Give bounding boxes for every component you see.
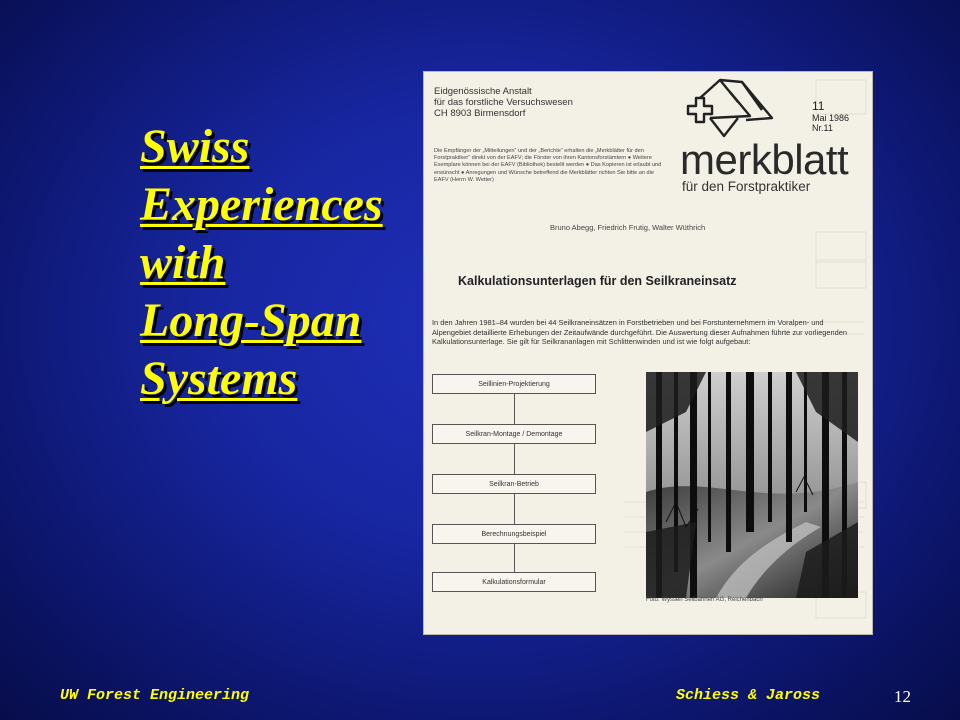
intro-paragraph: In den Jahren 1981–84 wurden bei 44 Seilkraneinsätzen in Forstbetrieben und bei Forstunternehmern im Voralpen- und Alpengebiet detaillierte Erhebungen der Zeitaufwände durchgeführt. Die Auswertung dieser Aufnahmen führte zur vorliegenden Kalkulationsunterlage. Sie gilt für Seilkrananlagen mit Schlittenwinden und ist wie folgt aufgebaut: <box>432 318 847 347</box>
masthead-subtitle: für den Forstpraktiker <box>682 179 811 194</box>
title-line: with <box>140 236 226 289</box>
issue-date: Mai 1986 <box>812 113 850 123</box>
distribution-note: Die Empfänger der „Mitteilungen“ und der „Berichte“ erhalten die „Merkblätter für den Forstpraktiker“ direkt von der EAFV; die Förster von ihren Kantonsforstämtern ● Weitere Exemplare können bei der EAFV (Bibliothek) bestellt werden ● Das Kopieren ist erlaubt und erwünscht ● Anregungen und Wünsche betreffend die Merkblätter richten Sie bitte an die EAFV (Herrn W. Wetter) <box>434 148 662 183</box>
flow-step: Seilkran-Betrieb <box>432 474 596 494</box>
flow-step: Seilkran-Montage / Demontage <box>432 424 596 444</box>
institute-line: für das forstliche Versuchswesen <box>434 97 573 108</box>
flow-step: Seillinien-Projektierung <box>432 374 596 394</box>
footer-organization: UW Forest Engineering <box>60 687 250 704</box>
flow-step: Kalkulationsformular <box>432 572 596 592</box>
photo-caption: Foto: Wyssen Seilbahnen AG, Reichenbach <box>646 597 763 603</box>
institute-line: CH 8903 Birmensdorf <box>434 108 526 119</box>
document-title: Kalkulationsunterlagen für den Seilkraneinsatz <box>458 274 737 288</box>
masthead-title: merkblatt <box>680 136 849 183</box>
slide-title <box>140 118 430 408</box>
title-line: Long-Span <box>140 294 362 347</box>
title-line: Systems <box>140 352 298 405</box>
title-line: Experiences <box>140 178 383 231</box>
footer-authors: Schiess & Jaross <box>676 687 821 704</box>
authors: Bruno Abegg, Friedrich Frutig, Walter Wüthrich <box>550 223 706 232</box>
tree-cross-logo <box>680 78 780 142</box>
issue-number: 11 <box>812 99 825 113</box>
institute-address <box>434 86 573 119</box>
title-line: Swiss <box>140 120 250 173</box>
flow-step: Berechnungsbeispiel <box>432 524 596 544</box>
flow-diagram <box>432 374 602 594</box>
forest-cable-crane-photo <box>646 372 858 598</box>
issue-info <box>812 100 849 133</box>
institute-line: Eidgenössische Anstalt <box>434 86 532 97</box>
issue-nr: Nr.11 <box>812 123 833 133</box>
page-number: 12 <box>894 687 911 706</box>
forest-photo-illustration <box>646 372 858 598</box>
scanned-merkblatt-document <box>424 72 872 634</box>
